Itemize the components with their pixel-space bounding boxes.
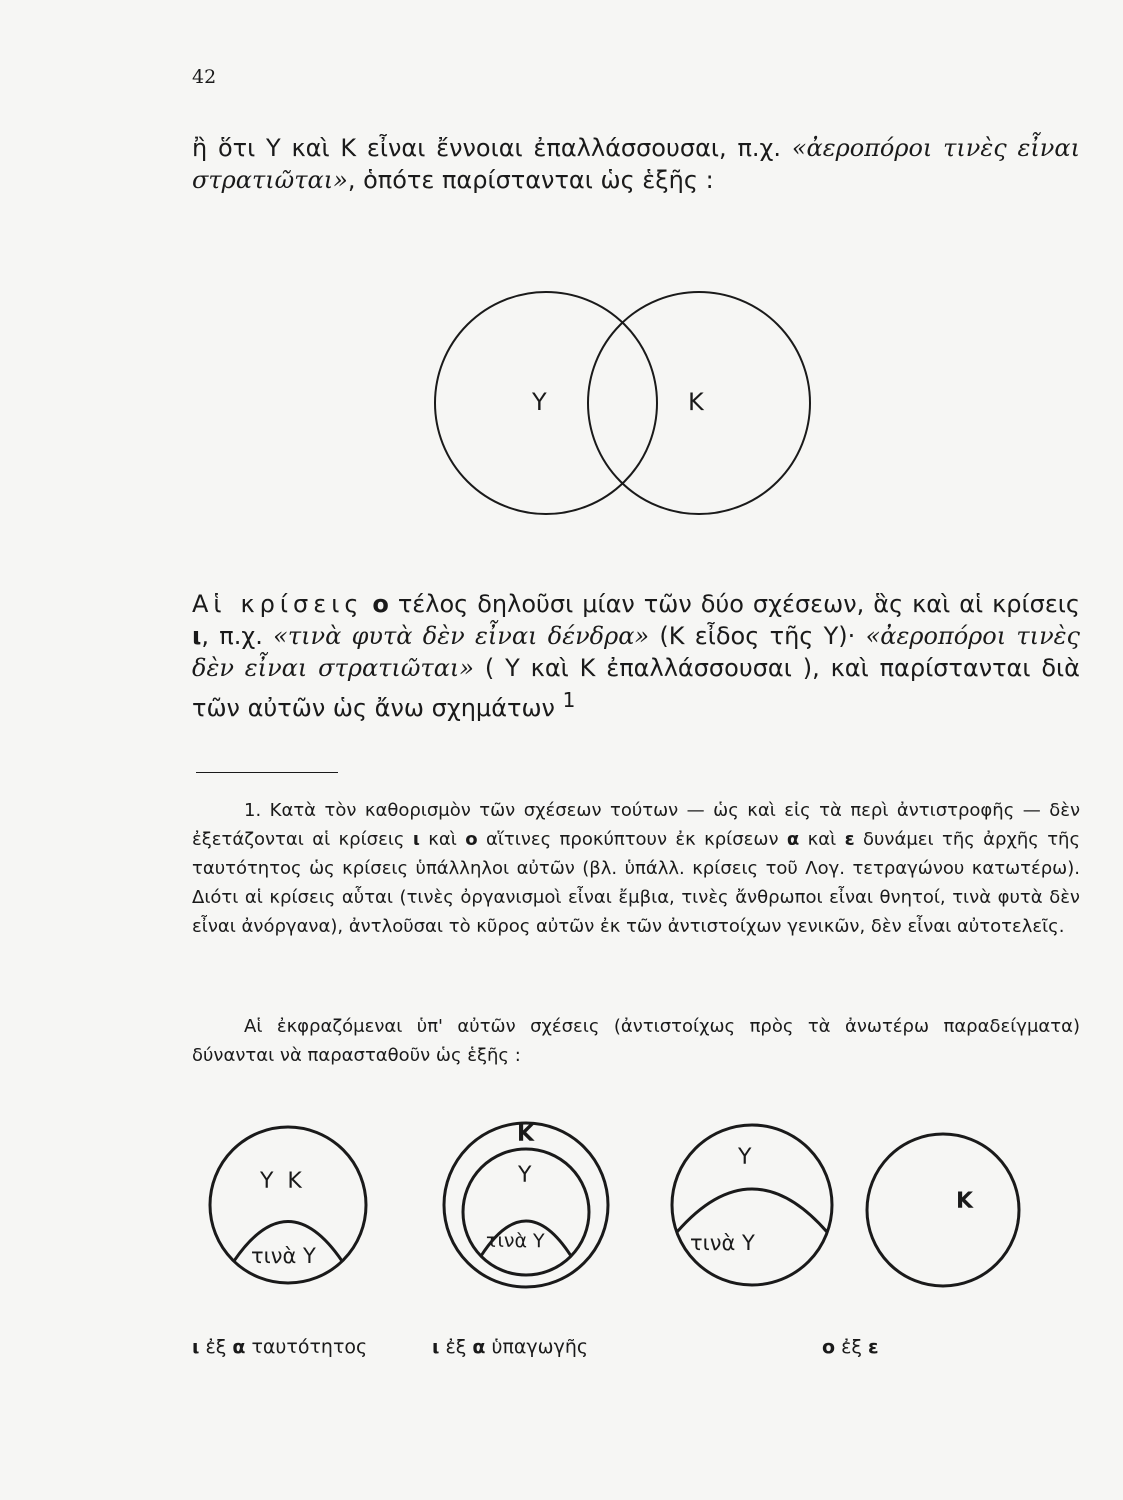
p2-quote-1: «τινὰ φυτὰ δὲν εἶναι δένδρα»: [273, 622, 650, 650]
fn-letter-e: ε: [844, 829, 855, 850]
paragraph-2: [192, 588, 1080, 724]
footnote-rule: [196, 772, 338, 773]
p2-letter-i: ι: [192, 622, 202, 650]
caption-2-text2: ὑπαγωγῆς: [485, 1336, 589, 1358]
diagram-2-segment-label: τινὰ Υ: [486, 1230, 545, 1252]
diagram-1-top-label: Υ Κ: [260, 1169, 302, 1194]
fn-text-b: καὶ: [419, 829, 466, 850]
p1-quote: «ἀεροπόροι τινὲς εἶναι στρατιῶται»: [192, 134, 1080, 194]
caption-3: [822, 1336, 879, 1358]
fn-text-c: αἵτινες προκύπτουν ἐκ κρίσεων: [477, 829, 787, 850]
p2-letter-o: ο: [372, 590, 389, 618]
diagram-3-segment-label: τινὰ Υ: [690, 1231, 755, 1255]
page-number: 42: [192, 66, 217, 88]
p2-spaced-head: Αἱ κρίσεις: [192, 590, 364, 618]
caption-2-text: ἐξ: [439, 1336, 473, 1358]
p2-text-b: , π.χ.: [201, 622, 274, 650]
p2-text-d: ( Υ καὶ Κ ἐπαλλάσσουσαι ), καὶ παρίστανται διὰ τῶν αὐτῶν ὡς ἄνω σχημάτων: [192, 654, 1081, 722]
p1-text-b: , ὁπότε παρίστανται ὡς ἑξῆς :: [347, 166, 714, 194]
caption-1: [192, 1336, 367, 1358]
fn-text-a: 1. Κατὰ τὸν καθορισμὸν τῶν σχέσεων τούτων — ὡς καὶ εἰς τὰ περὶ ἀντιστροφῆς — δὲν ἐξετάζονται αἱ κρίσεις: [192, 800, 1080, 850]
caption-3-letter2: ε: [868, 1336, 879, 1358]
diagram-3-top-label: Υ: [738, 1145, 752, 1170]
fn-letter-alpha: α: [786, 829, 800, 850]
fn-letter-o: ο: [465, 829, 478, 850]
venn-label-left: Υ: [532, 388, 547, 416]
caption-3-text: ἐξ: [835, 1336, 869, 1358]
footnote-paragraph-2: Αἱ ἐκφραζόμεναι ὑπ' αὐτῶν σχέσεις (ἀντιστοίχως πρὸς τὰ ἀνωτέρω παραδείγματα) δύνανται νὰ παρασταθοῦν ὡς ἑξῆς :: [192, 1016, 1080, 1066]
fn-letter-i: ι: [412, 829, 420, 850]
footnote-marker: 1: [562, 688, 576, 712]
p2-text-a: τέλος δηλοῦσι μίαν τῶν δύο σχέσεων, ἃς καὶ αἱ κρίσεις: [388, 590, 1080, 618]
diagram-3-arc: [677, 1189, 827, 1232]
caption-1-text: ἐξ: [199, 1336, 233, 1358]
diagram-4-circle: [867, 1134, 1019, 1286]
caption-1-letter: ι: [192, 1336, 200, 1358]
diagram-2-outer-label: Κ: [517, 1122, 535, 1147]
caption-1-letter2: α: [232, 1336, 246, 1358]
diagram-4-center-label: Κ: [956, 1189, 974, 1214]
p2-text-c: (Κ εἶδος τῆς Υ)·: [649, 622, 866, 650]
venn-diagram: [435, 292, 810, 514]
venn-label-right: Κ: [688, 388, 704, 416]
p1-text-a: ἢ ὅτι Υ καὶ Κ εἶναι ἔννοιαι ἐπαλλάσσουσαι, π.χ.: [192, 134, 792, 162]
diagram-2-inner-label: Υ: [518, 1163, 532, 1188]
fn-text-f: δυνάμει τῆς ἀρχῆς τῆς ταυτότητος ὡς κρίσεις ὑπάλληλοι αὐτῶν (βλ. ὑπάλλ. κρίσεις τοῦ Λογ. τετραγώνου κατωτέρω). Διότι αἱ κρίσεις αὗται (τινὲς ὀργανισμοὶ εἶναι ἔμβια, τινὲς ἄνθρωποι εἶναι θνητοί, τινὰ φυτὰ δὲν εἶναι ἀνόργανα), ἀντλοῦσαι τὸ κῦρος αὐτῶν ἐκ τῶν ἀντιστοίχων γενικῶν, δὲν εἶναι αὐτοτελεῖς.: [192, 829, 1081, 937]
p2-quote-2: «ἀεροπόροι τινὲς δὲν εἶναι στρατιῶται»: [192, 622, 1080, 682]
caption-2-letter: ι: [432, 1336, 440, 1358]
caption-2: [432, 1336, 588, 1358]
caption-1-text2: ταυτότητος: [245, 1336, 368, 1358]
diagram-1-segment-label: τινὰ Υ: [251, 1244, 316, 1268]
fn-text-d: καὶ: [799, 829, 845, 850]
caption-2-letter2: α: [472, 1336, 486, 1358]
footnote-paragraph-1: [192, 796, 1080, 941]
caption-3-letter: ο: [822, 1336, 836, 1358]
diagram-3-circle: [672, 1125, 832, 1285]
